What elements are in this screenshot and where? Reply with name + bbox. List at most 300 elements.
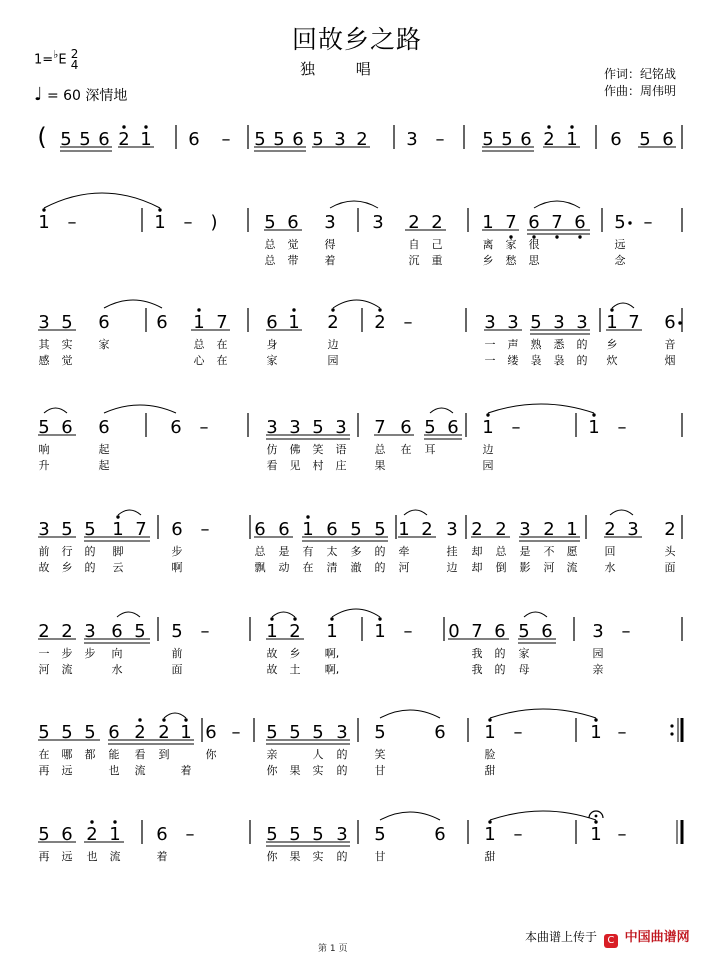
lyric-syllable: 园	[327, 354, 339, 367]
note: 2	[543, 129, 555, 150]
lyric-syllable: 边	[327, 338, 339, 351]
tie-slur	[118, 510, 141, 515]
note: 6	[61, 824, 73, 845]
note: 6	[447, 417, 459, 438]
lyric-syllable: 一	[484, 338, 496, 351]
octave-dot-high	[270, 617, 273, 620]
lyric-syllable: 在	[302, 561, 314, 574]
lyric-syllable: 边	[446, 561, 458, 574]
octave-dot-high	[293, 617, 296, 620]
lyric-syllable: 声	[507, 338, 519, 351]
sustain-dash: –	[617, 824, 627, 845]
score-title: 回故乡之路	[291, 25, 422, 54]
note: 2	[374, 312, 386, 333]
lyric-syllable: 流	[109, 850, 121, 863]
note: 6	[278, 519, 290, 540]
tie-slur	[44, 193, 160, 208]
performance-type: 独 唱	[300, 60, 389, 78]
upload-text: 本曲谱上传于	[525, 930, 598, 944]
lyric-syllable: 的	[576, 354, 588, 367]
note: 3	[507, 312, 519, 333]
lyric-syllable: 向	[111, 647, 123, 660]
lyric-syllable: 升	[38, 459, 50, 472]
fermata-dot	[595, 815, 598, 818]
lyric-syllable: 却	[471, 561, 483, 574]
sustain-dash: –	[183, 212, 193, 233]
lyric-syllable: 得	[324, 238, 336, 251]
note: 6	[156, 312, 168, 333]
lyric-syllable: 的	[84, 561, 96, 574]
note: 3	[406, 129, 418, 150]
tie-slur	[490, 811, 596, 820]
lyric-syllable: 悉	[553, 338, 565, 351]
sustain-dash: –	[199, 417, 209, 438]
lyric-syllable: 家	[266, 354, 278, 367]
note: 5	[312, 129, 324, 150]
lyric-syllable: 看	[266, 459, 278, 472]
lyric-syllable: 自	[408, 238, 420, 251]
octave-dot-high	[488, 820, 491, 823]
octave-dot-high	[488, 718, 491, 721]
lyric-syllable: 熟	[530, 338, 542, 351]
lyric-syllable: 愁	[505, 254, 517, 267]
note: 3	[484, 312, 496, 333]
note: 1	[109, 824, 121, 845]
note: 3	[592, 621, 604, 642]
octave-dot-high	[378, 617, 381, 620]
note: 5	[312, 417, 324, 438]
lyric-syllable: 飘	[254, 561, 266, 574]
note: 6	[111, 621, 123, 642]
lyric-syllable: 愿	[566, 545, 578, 558]
lyric-syllable: 见	[289, 459, 301, 472]
note: 2	[431, 212, 443, 233]
lyric-syllable: 果	[289, 850, 301, 863]
note: 1	[266, 621, 278, 642]
note: 6	[574, 212, 586, 233]
key-letter: E	[58, 52, 67, 68]
note: 5	[424, 417, 436, 438]
note: 5	[482, 129, 494, 150]
note: 5	[289, 722, 301, 743]
lyric-syllable: 的	[494, 647, 506, 660]
note: 6	[98, 417, 110, 438]
lyric-syllable: 村	[312, 459, 324, 472]
tie-slur	[610, 510, 633, 515]
lyric-syllable: 你	[266, 850, 278, 863]
sustain-dash: –	[643, 212, 653, 233]
note: 5	[374, 519, 386, 540]
tie-slur	[332, 609, 380, 617]
quarter-note-icon: ♩	[34, 84, 43, 105]
tie-slur	[404, 510, 427, 515]
lyric-syllable: 语	[335, 443, 347, 456]
lyric-syllable: 水	[604, 561, 616, 574]
lyric-syllable: 前	[38, 545, 50, 558]
lyric-syllable: 庄	[335, 459, 347, 472]
note: 1	[588, 417, 600, 438]
note: 3	[289, 417, 301, 438]
lyric-syllable: 甘	[374, 850, 386, 863]
sustain-dash: –	[617, 722, 627, 743]
octave-dot-high	[486, 413, 489, 416]
note: 6	[610, 129, 622, 150]
lyric-syllable: 的	[494, 663, 506, 676]
lyric-syllable: 念	[614, 254, 626, 267]
sustain-dash: –	[513, 722, 523, 743]
lyric-syllable: 能	[108, 748, 120, 761]
lyric-syllable: 乡	[606, 338, 618, 351]
tie-slur	[430, 408, 453, 413]
octave-dot-high	[330, 617, 333, 620]
note: 5	[254, 129, 266, 150]
note: 5	[273, 129, 285, 150]
lyric-syllable: 亲	[266, 748, 278, 761]
lyric-syllable: 再	[38, 850, 50, 863]
lyric-syllable: 澈	[350, 561, 362, 574]
note: 0	[448, 621, 460, 642]
note: 3	[553, 312, 565, 333]
octave-dot-high	[184, 718, 187, 721]
lyric-syllable: 耳	[424, 443, 436, 456]
lyric-syllable: 影	[519, 561, 531, 574]
octave-dot-high	[113, 820, 116, 823]
lyric-syllable: 边	[482, 443, 494, 456]
lyric-syllable: 袅	[530, 354, 542, 367]
sustain-dash: –	[435, 129, 445, 150]
lyric-syllable: 乡	[482, 254, 494, 267]
repeat-dot	[670, 724, 673, 727]
octave-dot-high	[197, 308, 200, 311]
note: 6	[287, 212, 299, 233]
note: 5	[84, 722, 96, 743]
time-numerator: 2	[70, 46, 79, 61]
lyric-syllable: 前	[171, 647, 183, 660]
lyric-syllable: 乡	[61, 561, 73, 574]
note: 5	[79, 129, 91, 150]
lyric-syllable: 啊	[171, 561, 183, 574]
note: 6	[205, 722, 217, 743]
note: 5	[374, 824, 386, 845]
lyric-syllable: 总	[374, 443, 386, 456]
note: 6	[494, 621, 506, 642]
note: (	[37, 123, 47, 151]
note: 6	[528, 212, 540, 233]
time-denominator: 4	[70, 57, 79, 72]
tie-slur	[104, 300, 162, 308]
lyric-syllable: 故	[266, 663, 278, 676]
lyric-syllable: 着	[324, 254, 336, 267]
note: 5	[374, 722, 386, 743]
note: 3	[38, 519, 50, 540]
octave-dot-high	[144, 125, 147, 128]
lyric-syllable: 笑	[312, 443, 324, 456]
lyric-syllable: 身	[266, 338, 278, 351]
octave-dot-high	[158, 208, 161, 211]
tie-slur	[333, 300, 380, 308]
note: 5	[312, 722, 324, 743]
note: 5	[350, 519, 362, 540]
site-brand: 中国曲谱网	[624, 930, 690, 945]
lyric-syllable: 响	[38, 443, 50, 456]
octave-dot-high	[306, 515, 309, 518]
sustain-dash: –	[617, 417, 627, 438]
note: 1	[154, 212, 166, 233]
sustain-dash: –	[200, 621, 210, 642]
tie-slur	[44, 408, 67, 413]
note: 5	[614, 212, 626, 233]
lyric-syllable: 笑	[374, 748, 386, 761]
lyric-syllable: 面	[664, 561, 676, 574]
lyric-syllable: 思	[528, 254, 540, 267]
sustain-dash: –	[513, 824, 523, 845]
lyric-syllable: 家	[505, 238, 517, 251]
note: 2	[61, 621, 73, 642]
sustain-dash: –	[231, 722, 241, 743]
lyric-syllable: 你	[266, 764, 278, 777]
note: 2	[408, 212, 420, 233]
tie-slur	[490, 709, 596, 718]
note: 2	[118, 129, 130, 150]
note: 7	[374, 417, 386, 438]
lyric-syllable: 你	[205, 748, 217, 761]
lyric-syllable: 感	[38, 354, 50, 367]
note: 6	[292, 129, 304, 150]
sustain-dash: –	[221, 129, 231, 150]
lyric-syllable: 的	[336, 764, 348, 777]
page-number: 第 1 页	[318, 944, 348, 954]
lyric-syllable: 炊	[606, 354, 618, 367]
lyric-syllable: 都	[84, 748, 96, 761]
note: 6	[520, 129, 532, 150]
note: 5	[266, 824, 278, 845]
lyric-syllable: 行	[61, 545, 73, 558]
tie-slur	[117, 612, 140, 617]
note: 7	[135, 519, 147, 540]
lyric-syllable: 在	[216, 354, 228, 367]
note: 5	[518, 621, 530, 642]
note: 1	[398, 519, 410, 540]
lyric-syllable: 实	[61, 338, 73, 351]
note: 7	[551, 212, 563, 233]
note: 1	[590, 824, 602, 845]
octave-dot-high	[292, 308, 295, 311]
lyric-syllable: 远	[61, 764, 73, 777]
lyric-syllable: 也	[108, 764, 120, 777]
sustain-dash: –	[67, 212, 77, 233]
note: 5	[38, 417, 50, 438]
tie-slur	[612, 303, 634, 308]
lyric-syllable: 不	[543, 545, 555, 558]
note: 6	[434, 722, 446, 743]
lyric-syllable: 啊,	[324, 647, 340, 660]
note: 5	[264, 212, 276, 233]
note: 2	[38, 621, 50, 642]
note: 6	[434, 824, 446, 845]
lyric-syllable: 却	[471, 545, 483, 558]
lyric-syllable: 挂	[446, 545, 458, 558]
note: 3	[446, 519, 458, 540]
lyric-syllable: 着	[180, 764, 192, 777]
lyric-syllable: 甘	[374, 764, 386, 777]
note: 1	[482, 212, 494, 233]
lyric-syllable: 在	[216, 338, 228, 351]
lyric-syllable: 的	[336, 748, 348, 761]
octave-dot-high	[122, 125, 125, 128]
note: 2	[495, 519, 507, 540]
lyric-syllable: 是	[519, 545, 531, 558]
lyric-syllable: 果	[289, 764, 301, 777]
lyric-syllable: 啊,	[324, 663, 340, 676]
sustain-dash: –	[185, 824, 195, 845]
lyric-syllable: 牵	[398, 545, 410, 558]
note: 3	[576, 312, 588, 333]
lyric-syllable: 土	[289, 663, 301, 676]
lyric-syllable: 步	[84, 647, 96, 660]
note: 1	[590, 722, 602, 743]
note: 5	[171, 621, 183, 642]
lyric-syllable: 在	[400, 443, 412, 456]
note: 7	[505, 212, 517, 233]
octave-dot-high	[594, 718, 597, 721]
expression-mark: 深情地	[85, 88, 128, 104]
lyric-syllable: 水	[111, 663, 123, 676]
sustain-dash: –	[200, 519, 210, 540]
lyric-syllable: 起	[98, 443, 110, 456]
lyric-syllable: 我	[471, 663, 483, 676]
lyric-syllable: 缕	[507, 354, 519, 367]
lyric-syllable: 动	[278, 561, 290, 574]
note: 5	[289, 824, 301, 845]
sustain-dash: –	[511, 417, 521, 438]
lyric-syllable: 亲	[592, 663, 604, 676]
lyric-syllable: 是	[278, 545, 290, 558]
lyric-syllable: 园	[482, 459, 494, 472]
note: 3	[519, 519, 531, 540]
lyric-syllable: 总	[264, 238, 276, 251]
note: 2	[421, 519, 433, 540]
lyric-syllable: 音	[664, 338, 676, 351]
lyric-syllable: 家	[518, 647, 530, 660]
note: 1	[112, 519, 124, 540]
note: 3	[627, 519, 639, 540]
note: 1	[180, 722, 192, 743]
lyric-syllable: 重	[431, 254, 443, 267]
tie-slur	[534, 201, 580, 208]
lyric-syllable: 袅	[553, 354, 565, 367]
lyric-syllable: 实	[312, 850, 324, 863]
octave-dot-low	[578, 235, 581, 238]
note: 6	[254, 519, 266, 540]
note: 6	[400, 417, 412, 438]
lyric-syllable: 倒	[495, 561, 507, 574]
note: 2	[664, 519, 676, 540]
lyric-syllable: 离	[482, 238, 494, 251]
note: 6	[266, 312, 278, 333]
lyric-syllable: 其	[38, 338, 50, 351]
note: 1	[606, 312, 618, 333]
lyric-syllable: 一	[484, 354, 496, 367]
note: 3	[324, 212, 336, 233]
lyric-syllable: 的	[374, 561, 386, 574]
repeat-dot	[670, 732, 673, 735]
octave-dot-high	[331, 308, 334, 311]
lyric-syllable: 带	[287, 254, 299, 267]
note: 5	[60, 129, 72, 150]
site-logo-icon: C	[604, 934, 618, 948]
note: 6	[664, 312, 676, 333]
lyric-syllable: 总	[495, 545, 507, 558]
octave-dot-high	[592, 413, 595, 416]
lyric-syllable: 母	[518, 663, 530, 676]
note: 2	[134, 722, 146, 743]
lyric-syllable: 烟	[664, 354, 676, 367]
note: 1	[482, 417, 494, 438]
octave-dot-high	[378, 308, 381, 311]
octave-dot-high	[90, 820, 93, 823]
lyric-syllable: 清	[326, 561, 338, 574]
lyric-syllable: 家	[98, 338, 110, 351]
note: 2	[356, 129, 368, 150]
note: 5	[312, 824, 324, 845]
flat-sign: ♭	[53, 48, 59, 61]
note: 2	[543, 519, 555, 540]
note: )	[210, 212, 218, 233]
tie-slur	[164, 713, 186, 718]
upload-notice	[525, 926, 690, 948]
lyric-syllable: 佛	[289, 443, 301, 456]
lyric-syllable: 起	[98, 459, 110, 472]
lyric-syllable: 人	[312, 748, 324, 761]
note: 5	[266, 722, 278, 743]
tempo-value: = 60	[46, 88, 81, 104]
lyric-syllable: 哪	[61, 748, 73, 761]
lyric-syllable: 心	[193, 354, 205, 367]
note: 5	[639, 129, 651, 150]
composer-credit: 作曲：周伟明	[604, 84, 677, 98]
lyric-syllable: 头	[664, 545, 676, 558]
note: 5	[84, 519, 96, 540]
lyric-syllable: 步	[171, 545, 183, 558]
note: 6	[541, 621, 553, 642]
note: 5	[61, 519, 73, 540]
note: 2	[158, 722, 170, 743]
lyric-syllable: 脚	[112, 545, 124, 558]
lyric-syllable: 也	[86, 850, 98, 863]
sustain-dash: –	[621, 621, 631, 642]
note: 5	[530, 312, 542, 333]
lyric-syllable: 一	[38, 647, 50, 660]
lyric-syllable: 步	[61, 647, 73, 660]
note: 1	[326, 621, 338, 642]
note: 5	[134, 621, 146, 642]
note: 3	[336, 824, 348, 845]
note: 1	[566, 129, 578, 150]
note: 6	[326, 519, 338, 540]
note: 2	[86, 824, 98, 845]
note: 5	[61, 722, 73, 743]
lyric-syllable: 的	[336, 850, 348, 863]
note: 1	[140, 129, 152, 150]
lyric-syllable: 河	[543, 561, 555, 574]
note: 2	[327, 312, 339, 333]
lyric-syllable: 果	[374, 459, 386, 472]
note: 1	[374, 621, 386, 642]
tie-slur	[380, 812, 440, 820]
octave-dot-high	[547, 125, 550, 128]
octave-dot-high	[570, 125, 573, 128]
lyric-syllable: 着	[156, 850, 168, 863]
